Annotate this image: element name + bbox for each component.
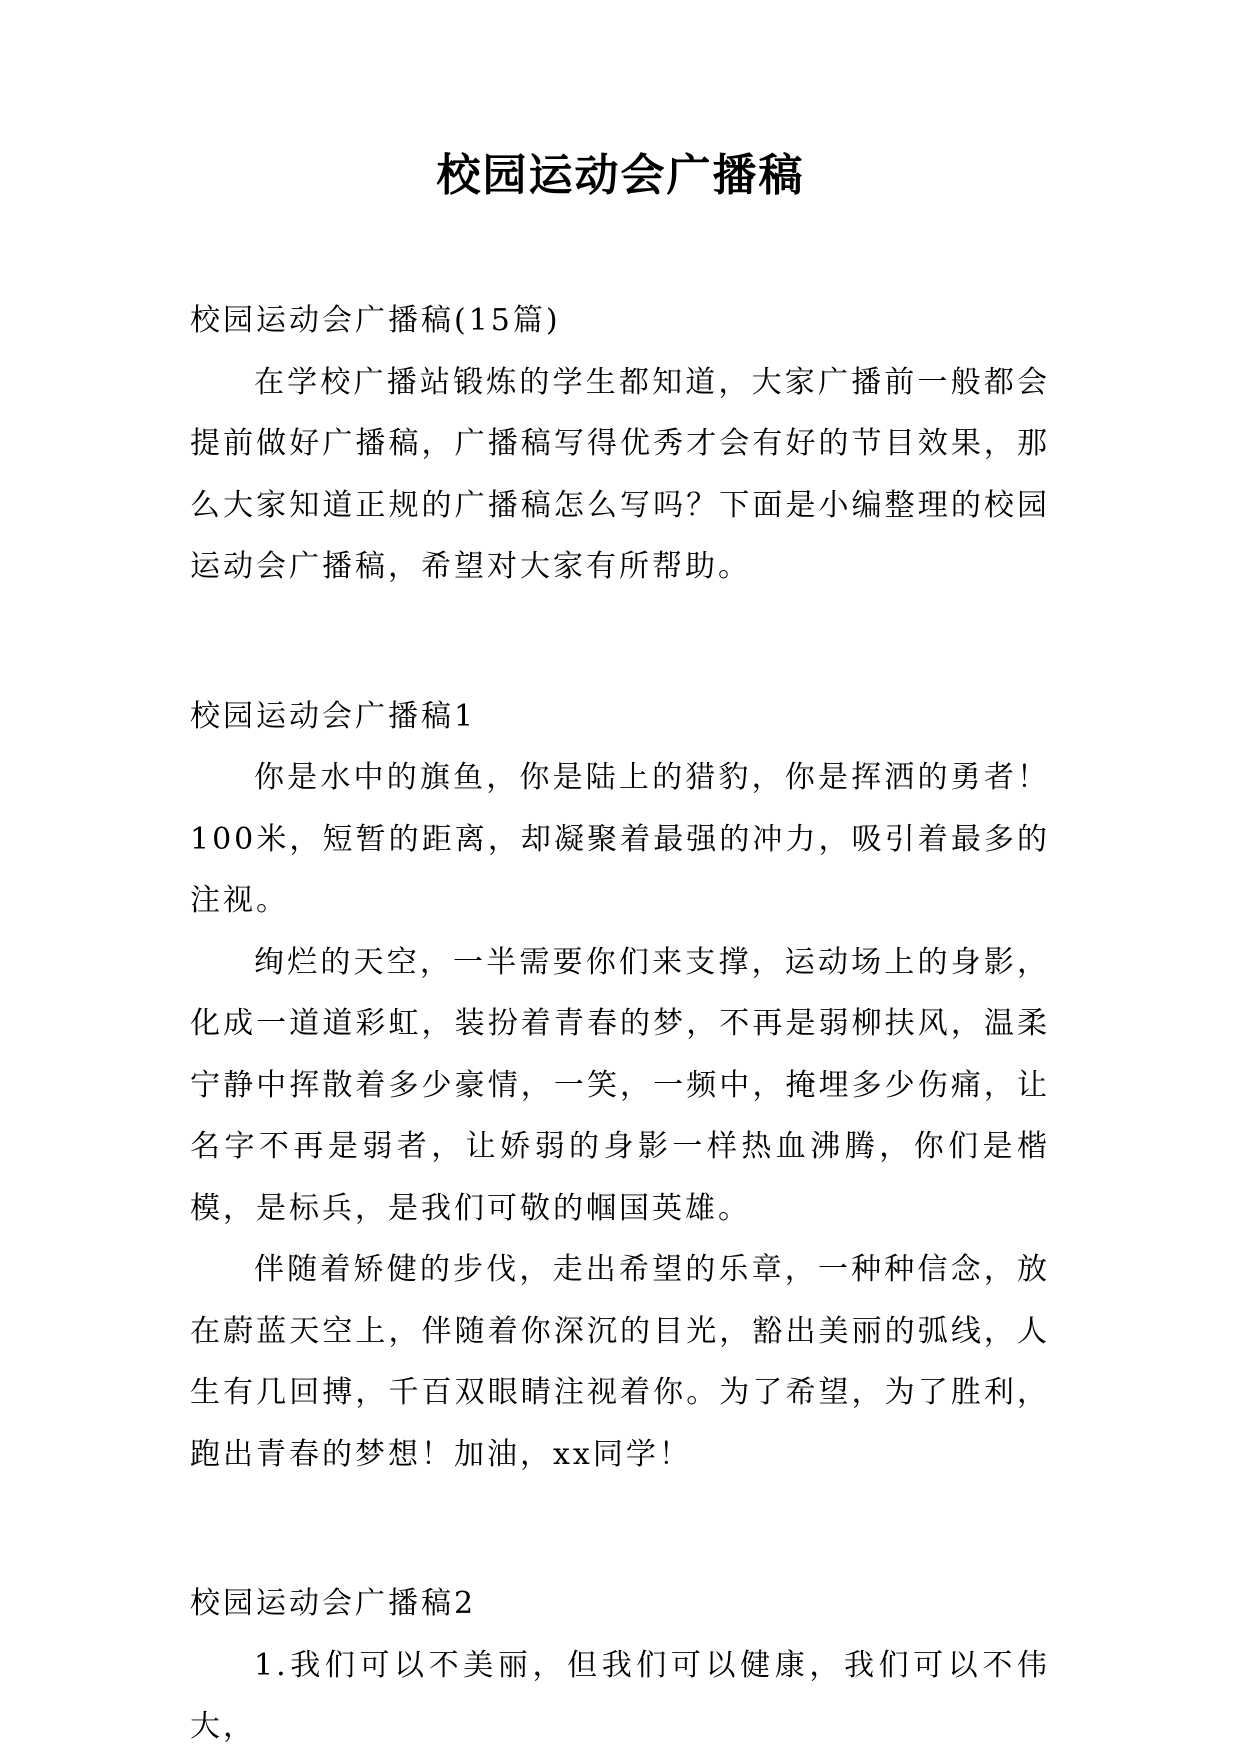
section-1-paragraph-2: 绚烂的天空，一半需要你们来支撑，运动场上的身影，化成一道道彩虹，装扮着青春的梦，不再是弱柳扶风，温柔宁静中挥散着多少豪情，一笑，一频中，掩埋多少伤痛，让名字不再是弱者，让娇弱的身影一样热血沸腾，你们是楷模，是标兵，是我们可敬的帼国英雄。 <box>190 944 1050 1226</box>
document-body <box>190 290 1050 1758</box>
section-spacer <box>190 1485 1050 1573</box>
section-1-heading: 校园运动会广播稿1 <box>190 698 477 734</box>
intro-heading: 校园运动会广播稿(15篇) <box>190 303 561 338</box>
section-2-paragraph-1: 1.我们可以不美丽，但我们可以健康，我们可以不伟大， <box>190 1647 1050 1744</box>
intro-paragraph: 在学校广播站锻炼的学生都知道，大家广播前一般都会提前做好广播稿，广播稿写得优秀才会有好的节目效果，那么大家知道正规的广播稿怎么写吗？下面是小编整理的校园运动会广播稿，希望对大家有所帮助。 <box>190 364 1050 584</box>
section-2-heading: 校园运动会广播稿2 <box>190 1586 477 1621</box>
section-1-paragraph-3: 伴随着矫健的步伐，走出希望的乐章，一种种信念，放在蔚蓝天空上，伴随着你深沉的目光，豁出美丽的弧线，人生有几回搏，千百双眼睛注视着你。为了希望，为了胜利，跑出青春的梦想！加油，xx同学！ <box>190 1252 1050 1472</box>
document-title: 校园运动会广播稿 <box>436 150 805 201</box>
section-spacer <box>190 598 1050 686</box>
section-1-paragraph-1: 你是水中的旗鱼，你是陆上的猎豹，你是挥洒的勇者！100米，短暂的距离，却凝聚着最强的冲力，吸引着最多的注视。 <box>190 760 1050 918</box>
